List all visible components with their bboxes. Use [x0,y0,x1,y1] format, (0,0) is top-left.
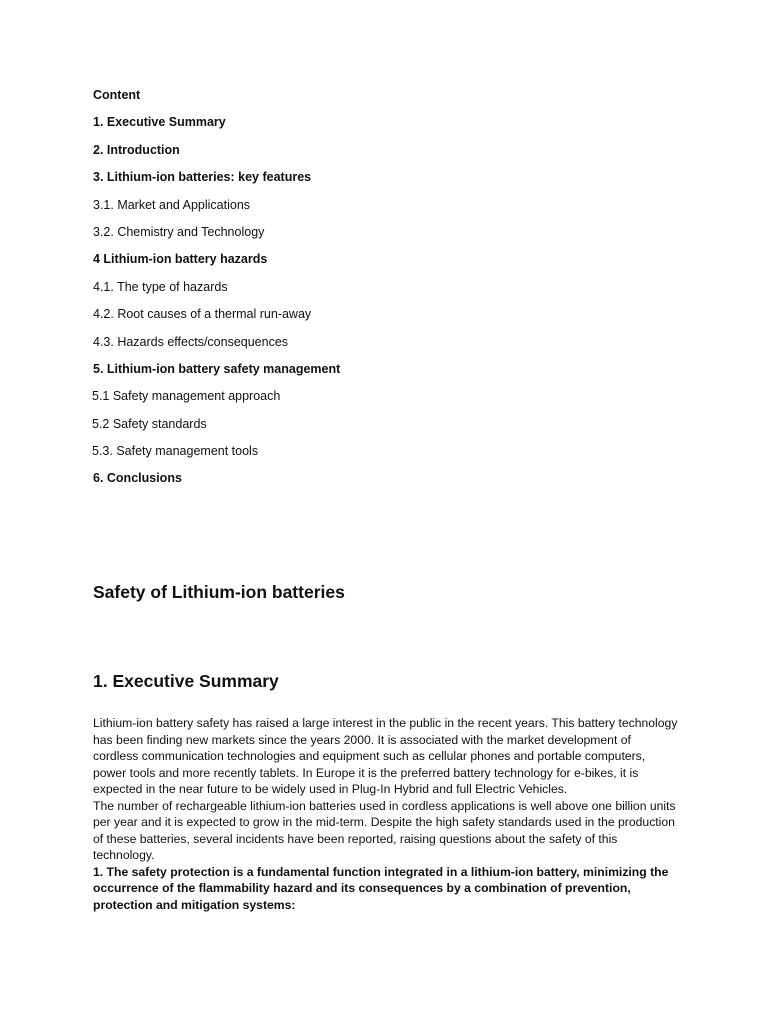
section-heading-executive-summary: 1. Executive Summary [93,671,279,691]
toc-item-introduction: 2. Introduction [93,142,180,157]
toc-heading: Content [93,88,141,102]
toc-item-market-applications: 3.1. Market and Applications [93,197,251,212]
document-title: Safety of Lithium-ion batteries [93,582,345,602]
toc-item-safety-management-approach: 5.1 Safety management approach [92,389,281,404]
toc-item-executive-summary: 1. Executive Summary [93,115,226,130]
paragraph-safety-protection-strong: 1. The safety protection is a fundamental function integrated in a lithium-ion battery, [93,864,580,879]
toc-item-safety-management-tools: 5.3. Safety management tools [92,444,259,459]
paragraph-safety-protection-rest: minimizing the occurrence of the flammability hazard and its consequences by a combination of prevention, protection and mitigation systems: [93,864,669,912]
toc-item-conclusions: 6. Conclusions [93,471,182,486]
toc-item-key-features: 3. Lithium-ion batteries: key features [93,170,312,185]
toc-item-type-of-hazards: 4.1. The type of hazards [93,279,228,294]
paragraph-intro: Lithium-ion battery safety has raised a large interest in the public in the recent years. This battery technology has been finding new markets since the years 2000. It is associated with the market development of cordless communication technologies and equipment such as cellular phones and portable computers, power tools and more recently tablets. In Europe it is the preferred battery technology for e-bikes, it is expected in the near future to be widely used in Plug-In Hybrid and full Electric Vehicles. [93,716,678,796]
executive-summary-body [93,715,678,913]
toc-item-safety-standards: 5.2 Safety standards [92,416,207,431]
toc-item-battery-hazards: 4 Lithium-ion battery hazards [93,252,268,267]
toc-item-safety-management: 5. Lithium-ion battery safety management [93,361,341,376]
paragraph-market-growth: The number of rechargeable lithium-ion batteries used in cordless applications is well above one billion units per year and it is expected to grow in the mid-term. Despite the high safety standards used in the production of these batteries, several incidents have been reported, raising questions about the safety of this technology. [93,798,676,862]
paragraph-safety-protection [93,864,678,914]
toc-item-root-causes: 4.2. Root causes of a thermal run-away [93,307,312,322]
toc-item-chemistry-technology: 3.2. Chemistry and Technology [93,224,265,239]
table-of-contents [93,86,693,497]
toc-item-hazards-effects: 4.3. Hazards effects/consequences [93,334,289,349]
